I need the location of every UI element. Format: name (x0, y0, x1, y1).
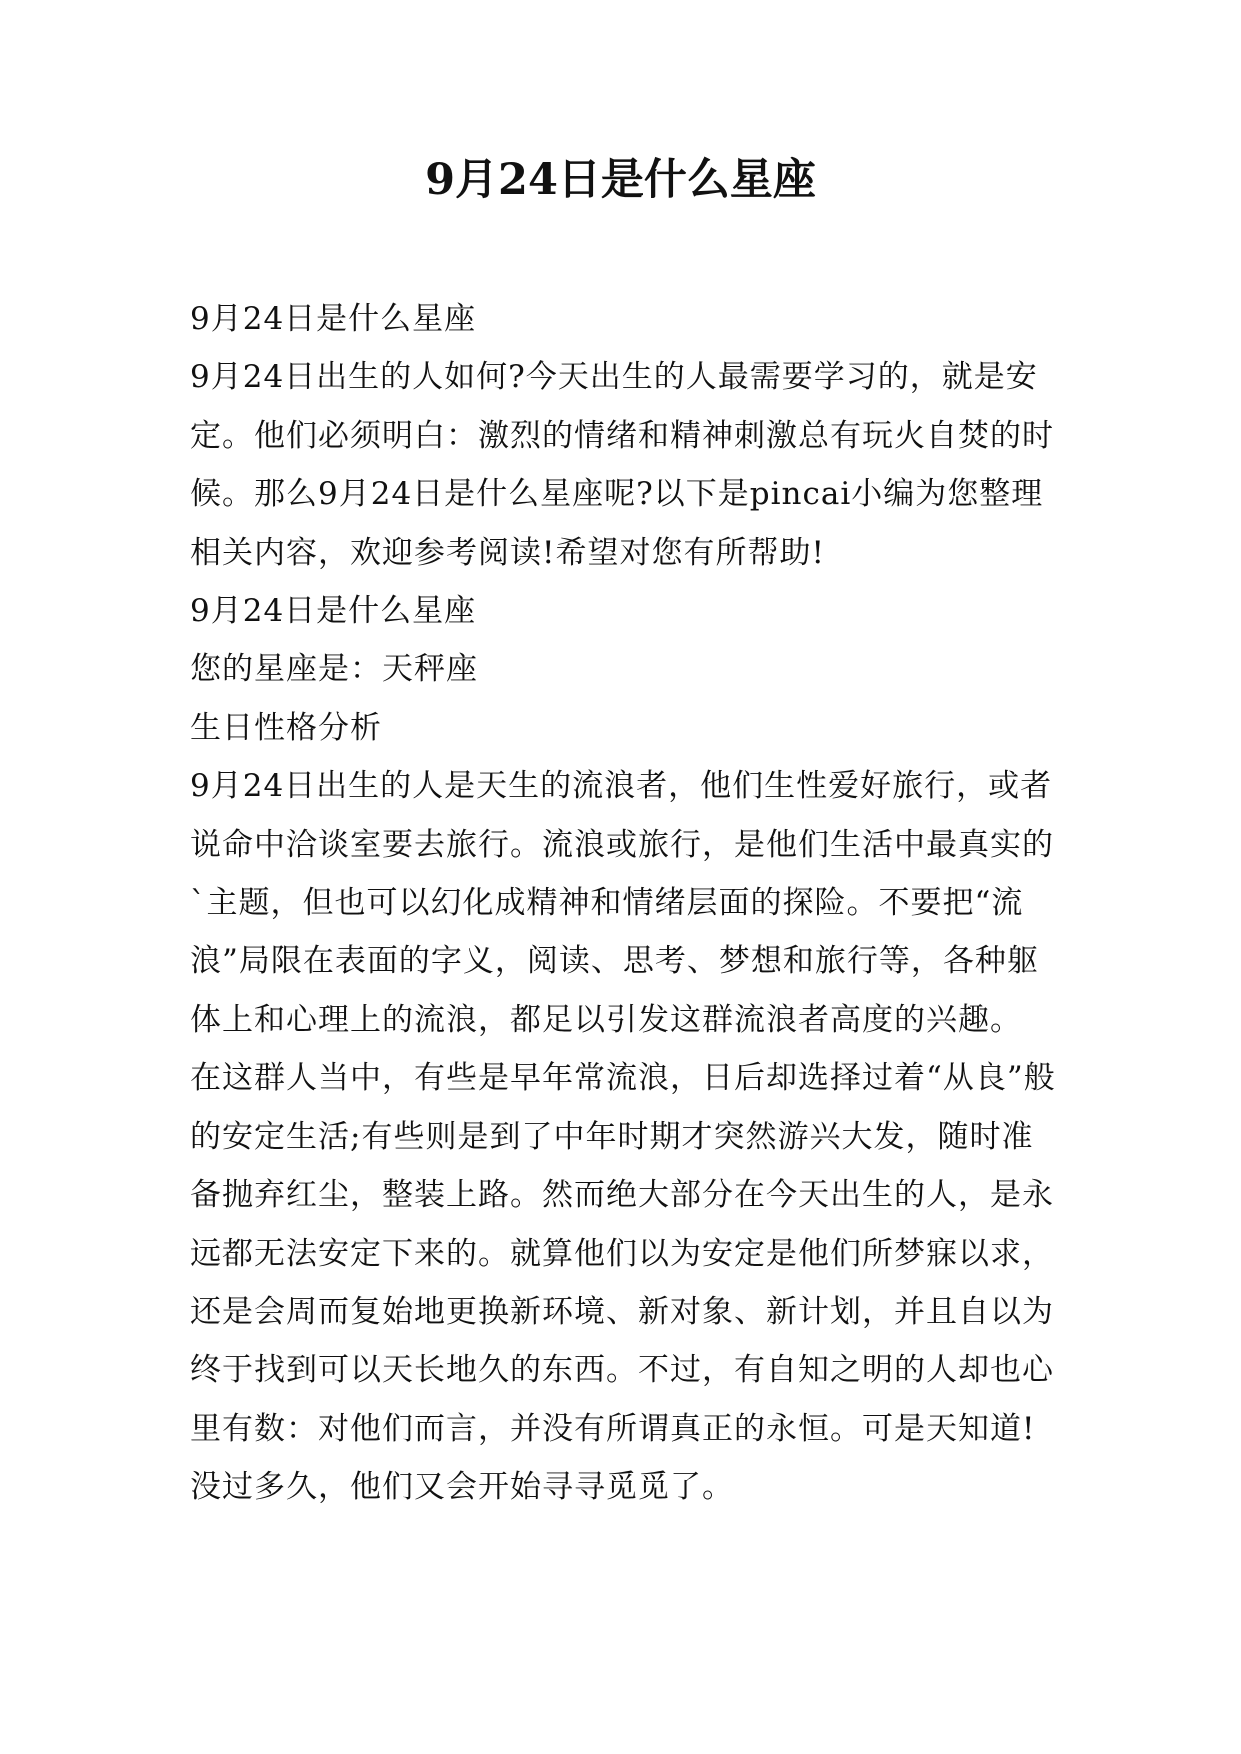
document-title: 9月24日是什么星座 (425, 155, 816, 205)
paragraph-zodiac-sign: 您的星座是：天秤座 (190, 651, 478, 688)
paragraph-heading-1: 9月24日是什么星座 (190, 301, 477, 337)
paragraph-heading-2: 9月24日是什么星座 (190, 593, 477, 630)
paragraph-intro: 9月24日出生的人如何?今天出生的人最需要学习的，就是安定。他们必须明白：激烈的情绪和精神刺激总有玩火自焚的时候。那么9月24日是什么星座呢?以下是pincai小编为您整理相关内容，欢迎参考阅读!希望对您有所帮助! (190, 359, 1054, 571)
paragraph-personality-2: 在这群人当中，有些是早年常流浪，日后却选择过着“从良”般的安定生活;有些则是到了中年时期才突然游兴大发，随时准备抛弃红尘，整装上路。然而绝大部分在今天出生的人，是永远都无法安定下来的。就算他们以为安定是他们所梦寐以求，还是会周而复始地更换新环境、新对象、新计划，并且自以为终于找到可以天长地久的东西。不过，有自知之明的人却也心里有数：对他们而言，并没有所谓真正的永恒。可是天知道!没过多久，他们又会开始寻寻觅觅了。 (190, 1060, 1056, 1506)
paragraph-personality-1: 9月24日出生的人是天生的流浪者，他们生性爱好旅行，或者说命中洽谈室要去旅行。流浪或旅行，是他们生活中最真实的`主题，但也可以幻化成精神和情绪层面的探险。不要把“流浪”局限在表面的字义，阅读、思考、梦想和旅行等，各种躯体上和心理上的流浪，都足以引发这群流浪者高度的兴趣。 (190, 768, 1054, 1038)
paragraph-section-heading: 生日性格分析 (190, 709, 382, 746)
document-body (190, 290, 1060, 1517)
